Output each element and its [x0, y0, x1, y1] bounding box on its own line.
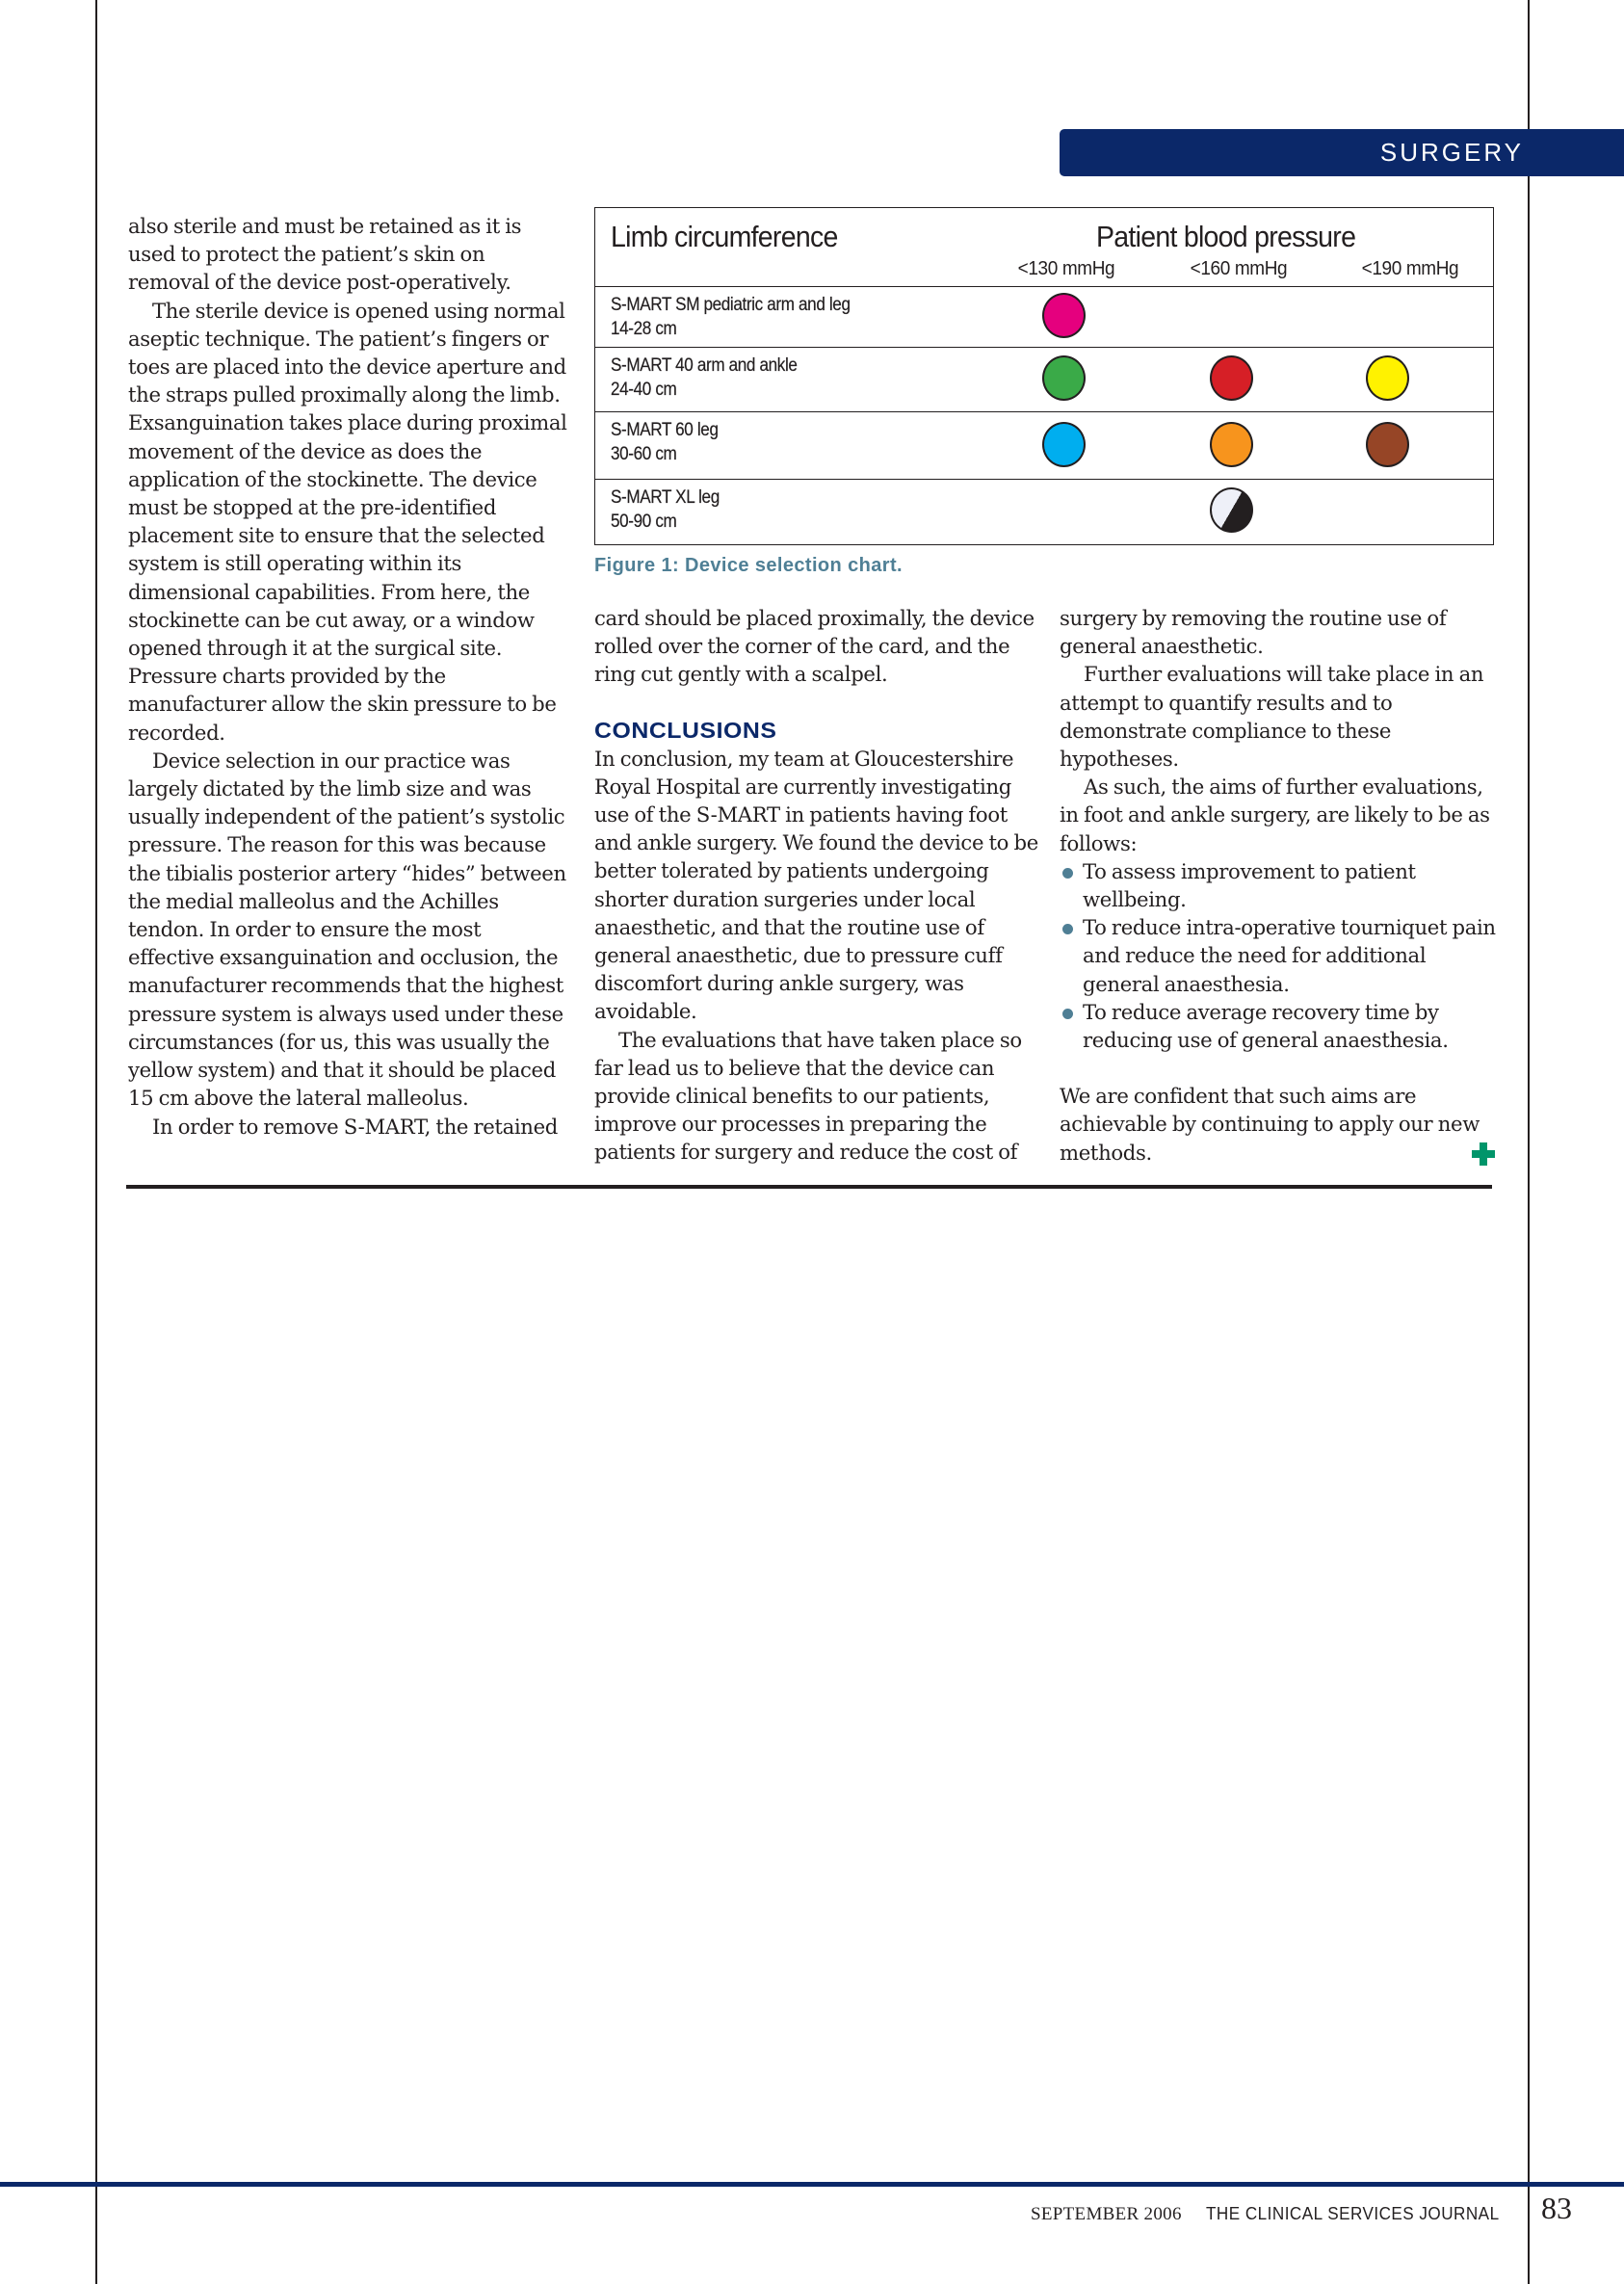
limb-range: 30-60 cm — [611, 444, 677, 464]
chart-row-label — [611, 293, 851, 341]
right-margin-rule — [1528, 0, 1530, 2284]
figure-caption: Figure 1: Device selection chart. — [594, 555, 903, 576]
paragraph: The evaluations that have taken place so far lead us to believe that the device can provide clinical benefits to our patients, improve our processes in preparing the patients for surgery and reduce the cost of — [594, 1027, 1022, 1165]
device-name: S-MART XL leg — [611, 487, 720, 508]
section-banner — [1060, 129, 1624, 176]
device-name: S-MART SM pediatric arm and leg — [611, 295, 851, 315]
paragraph: also sterile and must be retained as it is used to protect the patient’s skin on removal of the device post-operatively. — [128, 214, 522, 295]
column-right — [1060, 604, 1498, 1167]
chart-row-xl — [595, 480, 1493, 544]
bullet-icon — [1062, 924, 1073, 934]
column-middle — [594, 604, 1039, 1167]
device-name: S-MART 60 leg — [611, 420, 719, 440]
aims-list — [1060, 857, 1498, 1054]
left-margin-rule — [95, 0, 97, 2284]
paragraph: card should be placed proximally, the device rolled over the corner of the card, and the ring cut gently with a scalpel. — [594, 606, 1035, 687]
paragraph: Further evaluations will take place in an attempt to quantify results and to demonstrate compliance to these hypotheses. — [1060, 662, 1484, 772]
paragraph: In conclusion, my team at Gloucestershire Royal Hospital are currently investigating use of the S-MART in patients having foot and ankle surgery. We found the device to be better tolerated by patients undergoing shorter duration surgeries under local anaesthetic, and that the routine use of general anaesthetic, due to pressure cuff discomfort during ankle surgery, was avoidable. — [594, 746, 1038, 1024]
closing-paragraph: We are confident that such aims are achievable by continuing to apply our new methods. — [1060, 1084, 1480, 1165]
list-item: To reduce average recovery time by reducing use of general anaesthesia. — [1060, 998, 1498, 1054]
page-number: 83 — [1541, 2191, 1572, 2225]
magenta-circle-icon — [1042, 293, 1086, 338]
chart-row-label — [611, 486, 720, 534]
column-group-header: Patient blood pressure — [1096, 220, 1356, 253]
row-header-label: Limb circumference — [611, 220, 838, 253]
limb-range: 24-40 cm — [611, 380, 677, 400]
green-circle-icon — [1042, 355, 1086, 401]
article-end-rule — [126, 1185, 1492, 1189]
paragraph: As such, the aims of further evaluations, in foot and ankle surgery, are likely to be as follows: — [1060, 774, 1490, 855]
paragraph: The sterile device is opened using normal aseptic technique. The patient’s fingers or toes are placed into the device aperture and the straps pulled proximally along the limb. Exsanguination takes place during proximal movement of the device as does the application of the stockinette. The device must be stopped at the pre-identified placement site to ensure that the selected system is still operating within its dimensional capabilities. From here, the stockinette can be cut away, or a window opened through it at the surgical site. Pressure charts provided by the manufacturer allow the skin pressure to be recorded. — [128, 298, 567, 745]
list-item: To reduce intra-operative tourniquet pain and reduce the need for additional general anaesthesia. — [1060, 913, 1498, 998]
issue-date: SEPTEMBER 2006 — [1031, 2204, 1182, 2224]
paragraph: In order to remove S-MART, the retained — [152, 1114, 558, 1139]
limb-range: 50-90 cm — [611, 512, 677, 532]
plus-icon — [1472, 1142, 1495, 1166]
bullet-icon — [1062, 868, 1073, 879]
limb-range: 14-28 cm — [611, 319, 677, 339]
blue-circle-icon — [1042, 422, 1086, 467]
column-header-190: <190 mmHg — [1361, 258, 1459, 279]
chart-row-40 — [595, 348, 1493, 412]
chart-row-label — [611, 354, 798, 402]
orange-circle-icon — [1210, 422, 1253, 467]
chart-row-label — [611, 418, 719, 466]
column-header-130: <130 mmHg — [1017, 258, 1115, 279]
white-black-split-circle-icon — [1210, 487, 1253, 533]
chart-row-sm — [595, 287, 1493, 348]
footer-rule — [0, 2182, 1624, 2187]
column-left — [128, 212, 571, 1141]
chart-row-60 — [595, 412, 1493, 480]
brown-circle-icon — [1366, 422, 1409, 467]
section-banner-label: SURGERY — [1379, 138, 1524, 167]
yellow-circle-icon — [1366, 355, 1409, 401]
device-name: S-MART 40 arm and ankle — [611, 355, 798, 376]
journal-name: THE CLINICAL SERVICES JOURNAL — [1206, 2204, 1500, 2223]
list-item: To assess improvement to patient wellbeing. — [1060, 857, 1498, 913]
column-header-160: <160 mmHg — [1190, 258, 1288, 279]
chart-header — [595, 208, 1493, 287]
device-selection-chart — [594, 207, 1494, 545]
paragraph: surgery by removing the routine use of general anaesthetic. — [1060, 606, 1447, 659]
paragraph: Device selection in our practice was largely dictated by the limb size and was usually independent of the patient’s systolic pressure. The reason for this was because the tibialis posterior artery “hides” between the medial malleolus and the Achilles tendon. In order to ensure the most effective exsanguination and occlusion, the manufacturer recommends that the highest pressure system is always used under these circumstances (for us, this was usually the yellow system) and that it should be placed 15 cm above the lateral malleolus. — [128, 748, 566, 1111]
section-heading-conclusions: CONCLUSIONS — [594, 717, 777, 743]
bullet-icon — [1062, 1009, 1073, 1019]
red-circle-icon — [1210, 355, 1253, 401]
